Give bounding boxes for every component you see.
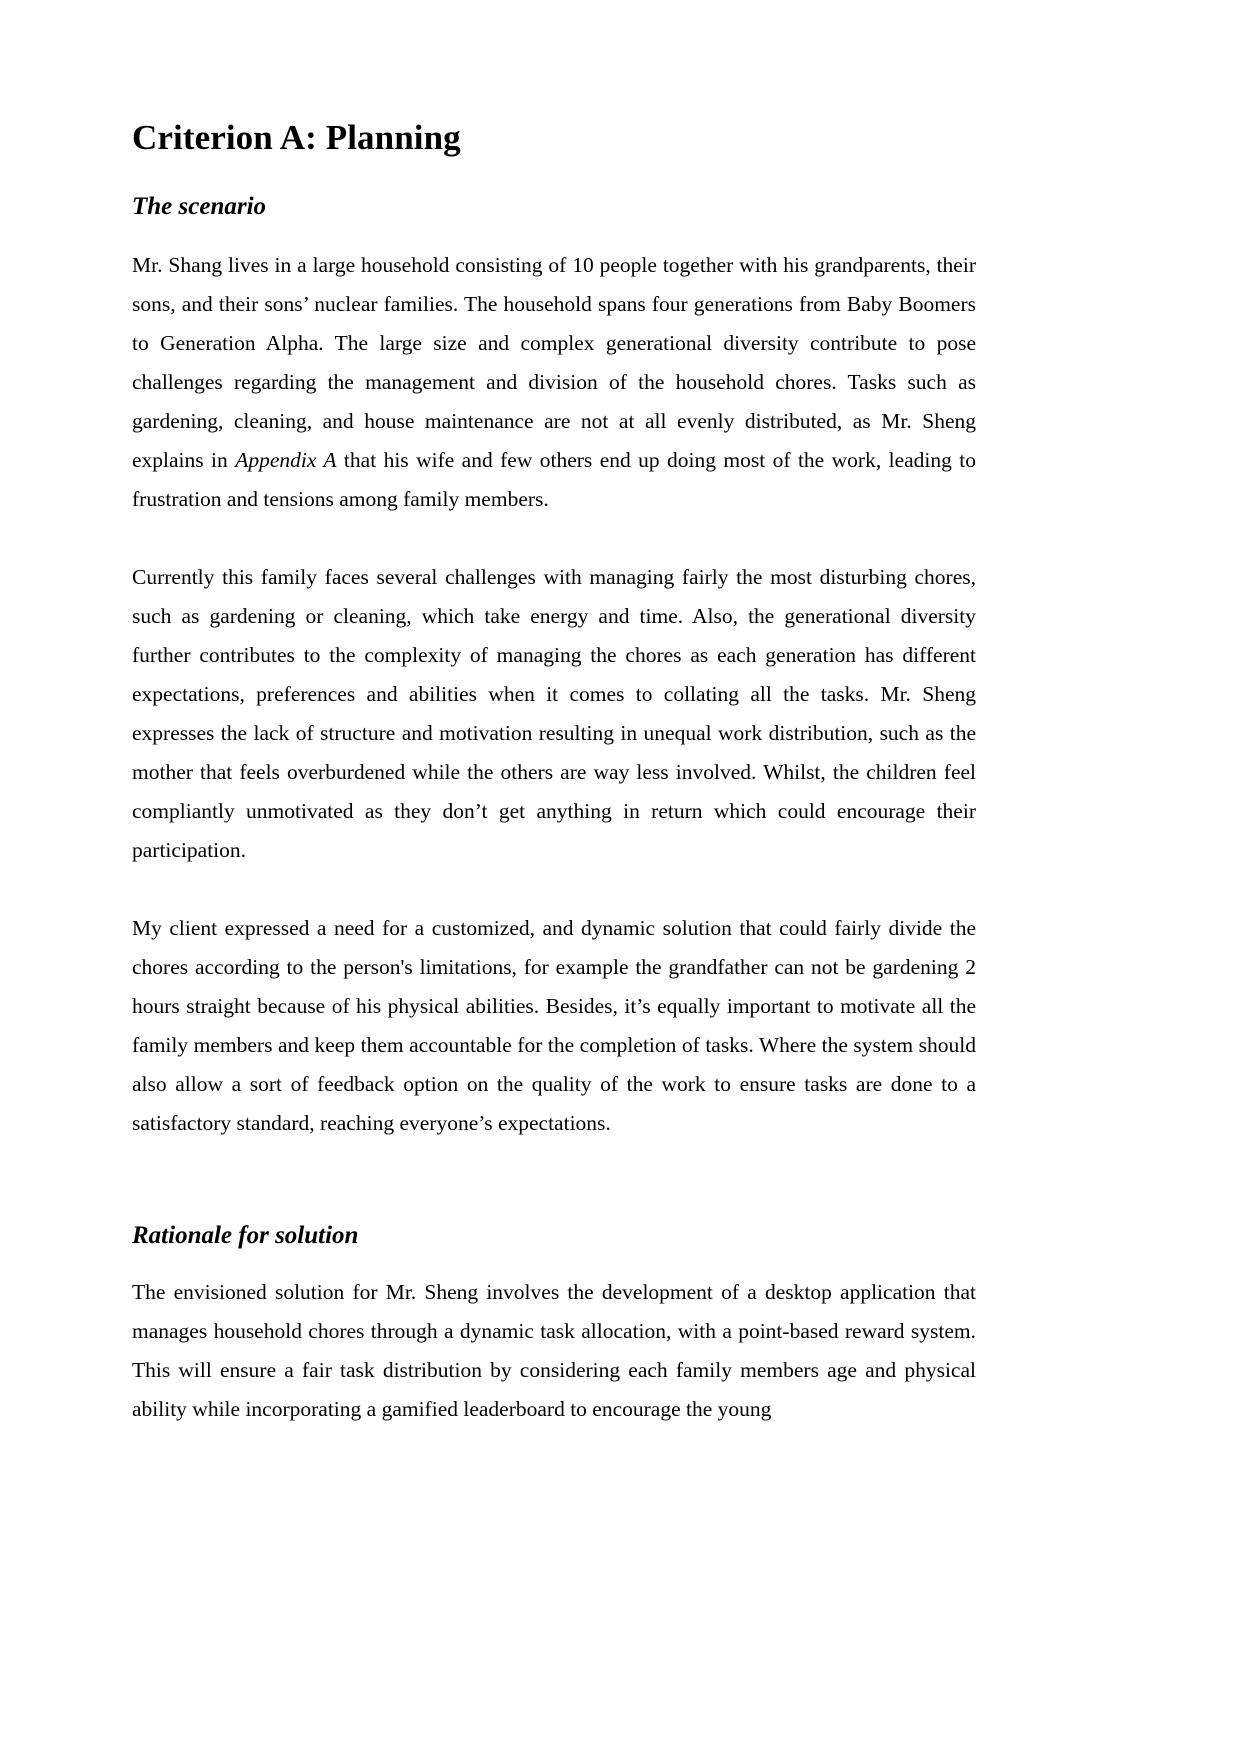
- paragraph-scenario-3: My client expressed a need for a customized, and dynamic solution that could fairly divide the chores according to the person's limitations, for example the grandfather can not be gardening 2 hours straight because of his physical abilities. Besides, it’s equally important to motivate all the family members and keep them accountable for the completion of tasks. Where the system should also allow a sort of feedback option on the quality of the work to ensure tasks are done to a satisfactory standard, reaching everyone’s expectations.: [132, 916, 976, 1136]
- paragraph-scenario-1: [132, 246, 976, 519]
- document-content: [132, 118, 976, 1429]
- paragraph-scenario-2: Currently this family faces several challenges with managing fairly the most disturbing chores, such as gardening or cleaning, which take energy and time. Also, the generational diversity further contributes to the complexity of managing the chores as each generation has different expectations, preferences and abilities when it comes to collating all the tasks. Mr. Sheng expresses the lack of structure and motivation resulting in unequal work distribution, such as the mother that feels overburdened while the others are way less involved. Whilst, the children feel compliantly unmotivated as they don’t get anything in return which could encourage their participation.: [132, 565, 976, 863]
- section-heading-the-scenario: The scenario: [132, 193, 267, 221]
- section-heading-rationale-for-solution: Rationale for solution: [132, 1222, 359, 1250]
- paragraph-text-part-1: Mr. Shang lives in a large household consisting of 10 people together with his grandparents, their sons, and their sons’ nuclear families. The household spans four generations from Baby Boomers to Generation Alpha. The large size and complex generational diversity contribute to pose challenges regarding the management and division of the household chores. Tasks such as gardening, cleaning, and house maintenance are not at all evenly distributed, as Mr. Sheng explains in: [132, 253, 976, 473]
- paragraph-text-part-2: that his wife and few others end up doing most of the work, leading to frustration and tensions among family members.: [132, 448, 977, 512]
- paragraph-rationale-1: The envisioned solution for Mr. Sheng involves the development of a desktop application that manages household chores through a dynamic task allocation, with a point-based reward system. This will ensure a fair task distribution by considering each family members age and physical ability while incorporating a gamified leaderboard to encourage the young: [132, 1280, 976, 1422]
- appendix-reference: Appendix A: [235, 448, 337, 473]
- page-title: Criterion A: Planning: [132, 118, 461, 157]
